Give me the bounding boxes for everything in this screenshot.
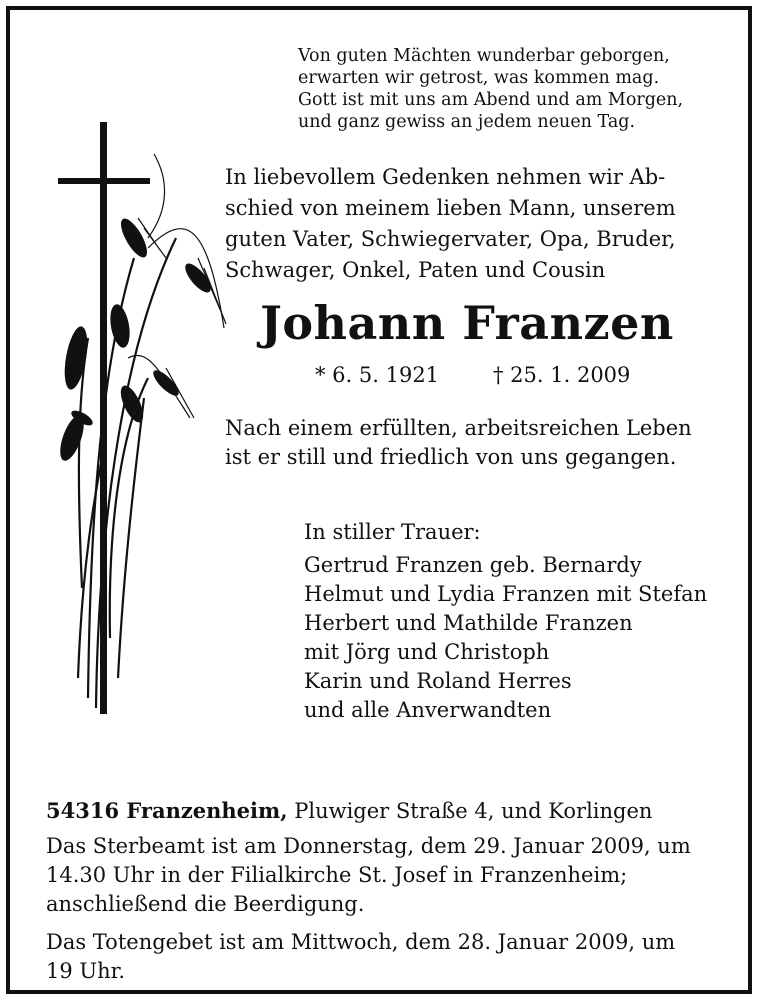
- mourner-line: Herbert und Mathilde Franzen: [304, 611, 633, 635]
- mourner-line: mit Jörg und Christoph: [304, 640, 550, 664]
- life-line: Nach einem erfüllten, arbeitsreichen Leben: [225, 416, 692, 440]
- poem-line: Gott ist mit uns am Abend und am Morgen,: [298, 90, 684, 110]
- intro-text: [225, 162, 676, 286]
- address-place: 54316 Franzenheim,: [46, 798, 288, 823]
- mourners-heading: In stiller Trauer:: [304, 520, 481, 544]
- prayer-line: 19 Uhr.: [46, 959, 126, 983]
- birth-date: * 6. 5. 1921: [315, 363, 440, 387]
- service-line: Das Sterbeamt ist am Donnerstag, dem 29. Januar 2009, um: [46, 834, 691, 858]
- mourner-line: und alle Anverwandten: [304, 698, 552, 722]
- address-street: Pluwiger Straße 4, und Korlingen: [287, 799, 653, 823]
- prayer-info: [46, 928, 675, 986]
- obituary-frame: [6, 6, 752, 994]
- mourner-line: Karin und Roland Herres: [304, 669, 572, 693]
- mourner-line: Helmut und Lydia Franzen mit Stefan: [304, 582, 708, 606]
- life-line: ist er still und friedlich von uns gegangen.: [225, 445, 677, 469]
- poem-line: erwarten wir getrost, was kommen mag.: [298, 68, 660, 88]
- poem-line: Von guten Mächten wunderbar geborgen,: [298, 46, 670, 66]
- mourner-line: Gertrud Franzen geb. Bernardy: [304, 553, 642, 577]
- intro-line: guten Vater, Schwiegervater, Opa, Bruder,: [225, 227, 676, 251]
- poem-line: und ganz gewiss an jedem neuen Tag.: [298, 112, 636, 132]
- service-line: anschließend die Beerdigung.: [46, 892, 365, 916]
- service-info: [46, 832, 691, 919]
- intro-line: In liebevollem Gedenken nehmen wir Ab-: [225, 165, 666, 189]
- intro-line: Schwager, Onkel, Paten und Cousin: [225, 258, 606, 282]
- cross-with-grain-icon: [48, 118, 238, 718]
- life-text: [225, 414, 692, 472]
- service-line: 14.30 Uhr in der Filialkirche St. Josef in Franzenheim;: [46, 863, 628, 887]
- death-date: † 25. 1. 2009: [493, 363, 631, 387]
- mourners-list: [304, 551, 707, 725]
- prayer-line: Das Totengebet ist am Mittwoch, dem 28. Januar 2009, um: [46, 930, 676, 954]
- intro-line: schied von meinem lieben Mann, unserem: [225, 196, 676, 220]
- address: [46, 798, 652, 823]
- poem: [298, 45, 683, 133]
- deceased-name: Johann Franzen: [260, 296, 674, 350]
